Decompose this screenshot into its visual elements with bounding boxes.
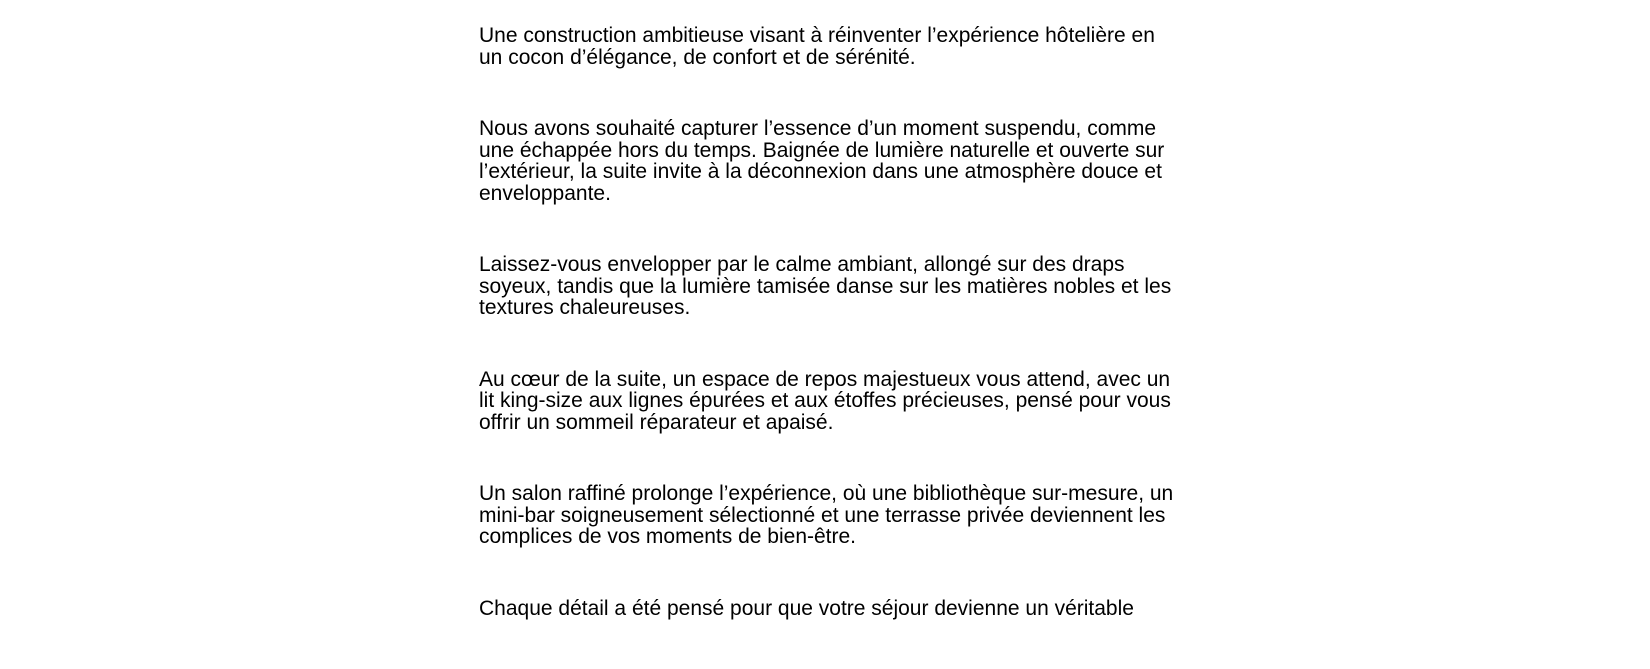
paragraph-calme-ambiant: Laissez-vous envelopper par le calme ambiant, allongé sur des draps soyeux, tandis que la lumière tamisée danse sur les matières nobles et les textures chaleureuses. <box>479 253 1172 319</box>
paragraph-detail: Chaque détail a été pensé pour que votre séjour devienne un véritable <box>479 596 1134 620</box>
article-body <box>479 25 1179 669</box>
paragraph-salon: Un salon raffiné prolonge l’expérience, où une bibliothèque sur-mesure, un mini-bar soigneusement sélectionné et une terrasse privée deviennent les complices de vos moments de bien-être. <box>479 482 1174 548</box>
paragraph-intro: Une construction ambitieuse visant à réinventer l’expérience hôtelière en un cocon d’élégance, de confort et de sérénité. <box>479 24 1155 69</box>
paragraph-espace-repos: Au cœur de la suite, un espace de repos majestueux vous attend, avec un lit king-size aux lignes épurées et aux étoffes précieuses, pensé pour vous offrir un sommeil réparateur et apaisé. <box>479 367 1171 434</box>
paragraph-moment-suspendu: Nous avons souhaité capturer l’essence d’un moment suspendu, comme une échappée hors du temps. Baignée de lumière naturelle et ouverte sur l’extérieur, la suite invite à la déconnexion dans une atmosphère douce et enveloppante. <box>479 117 1165 205</box>
